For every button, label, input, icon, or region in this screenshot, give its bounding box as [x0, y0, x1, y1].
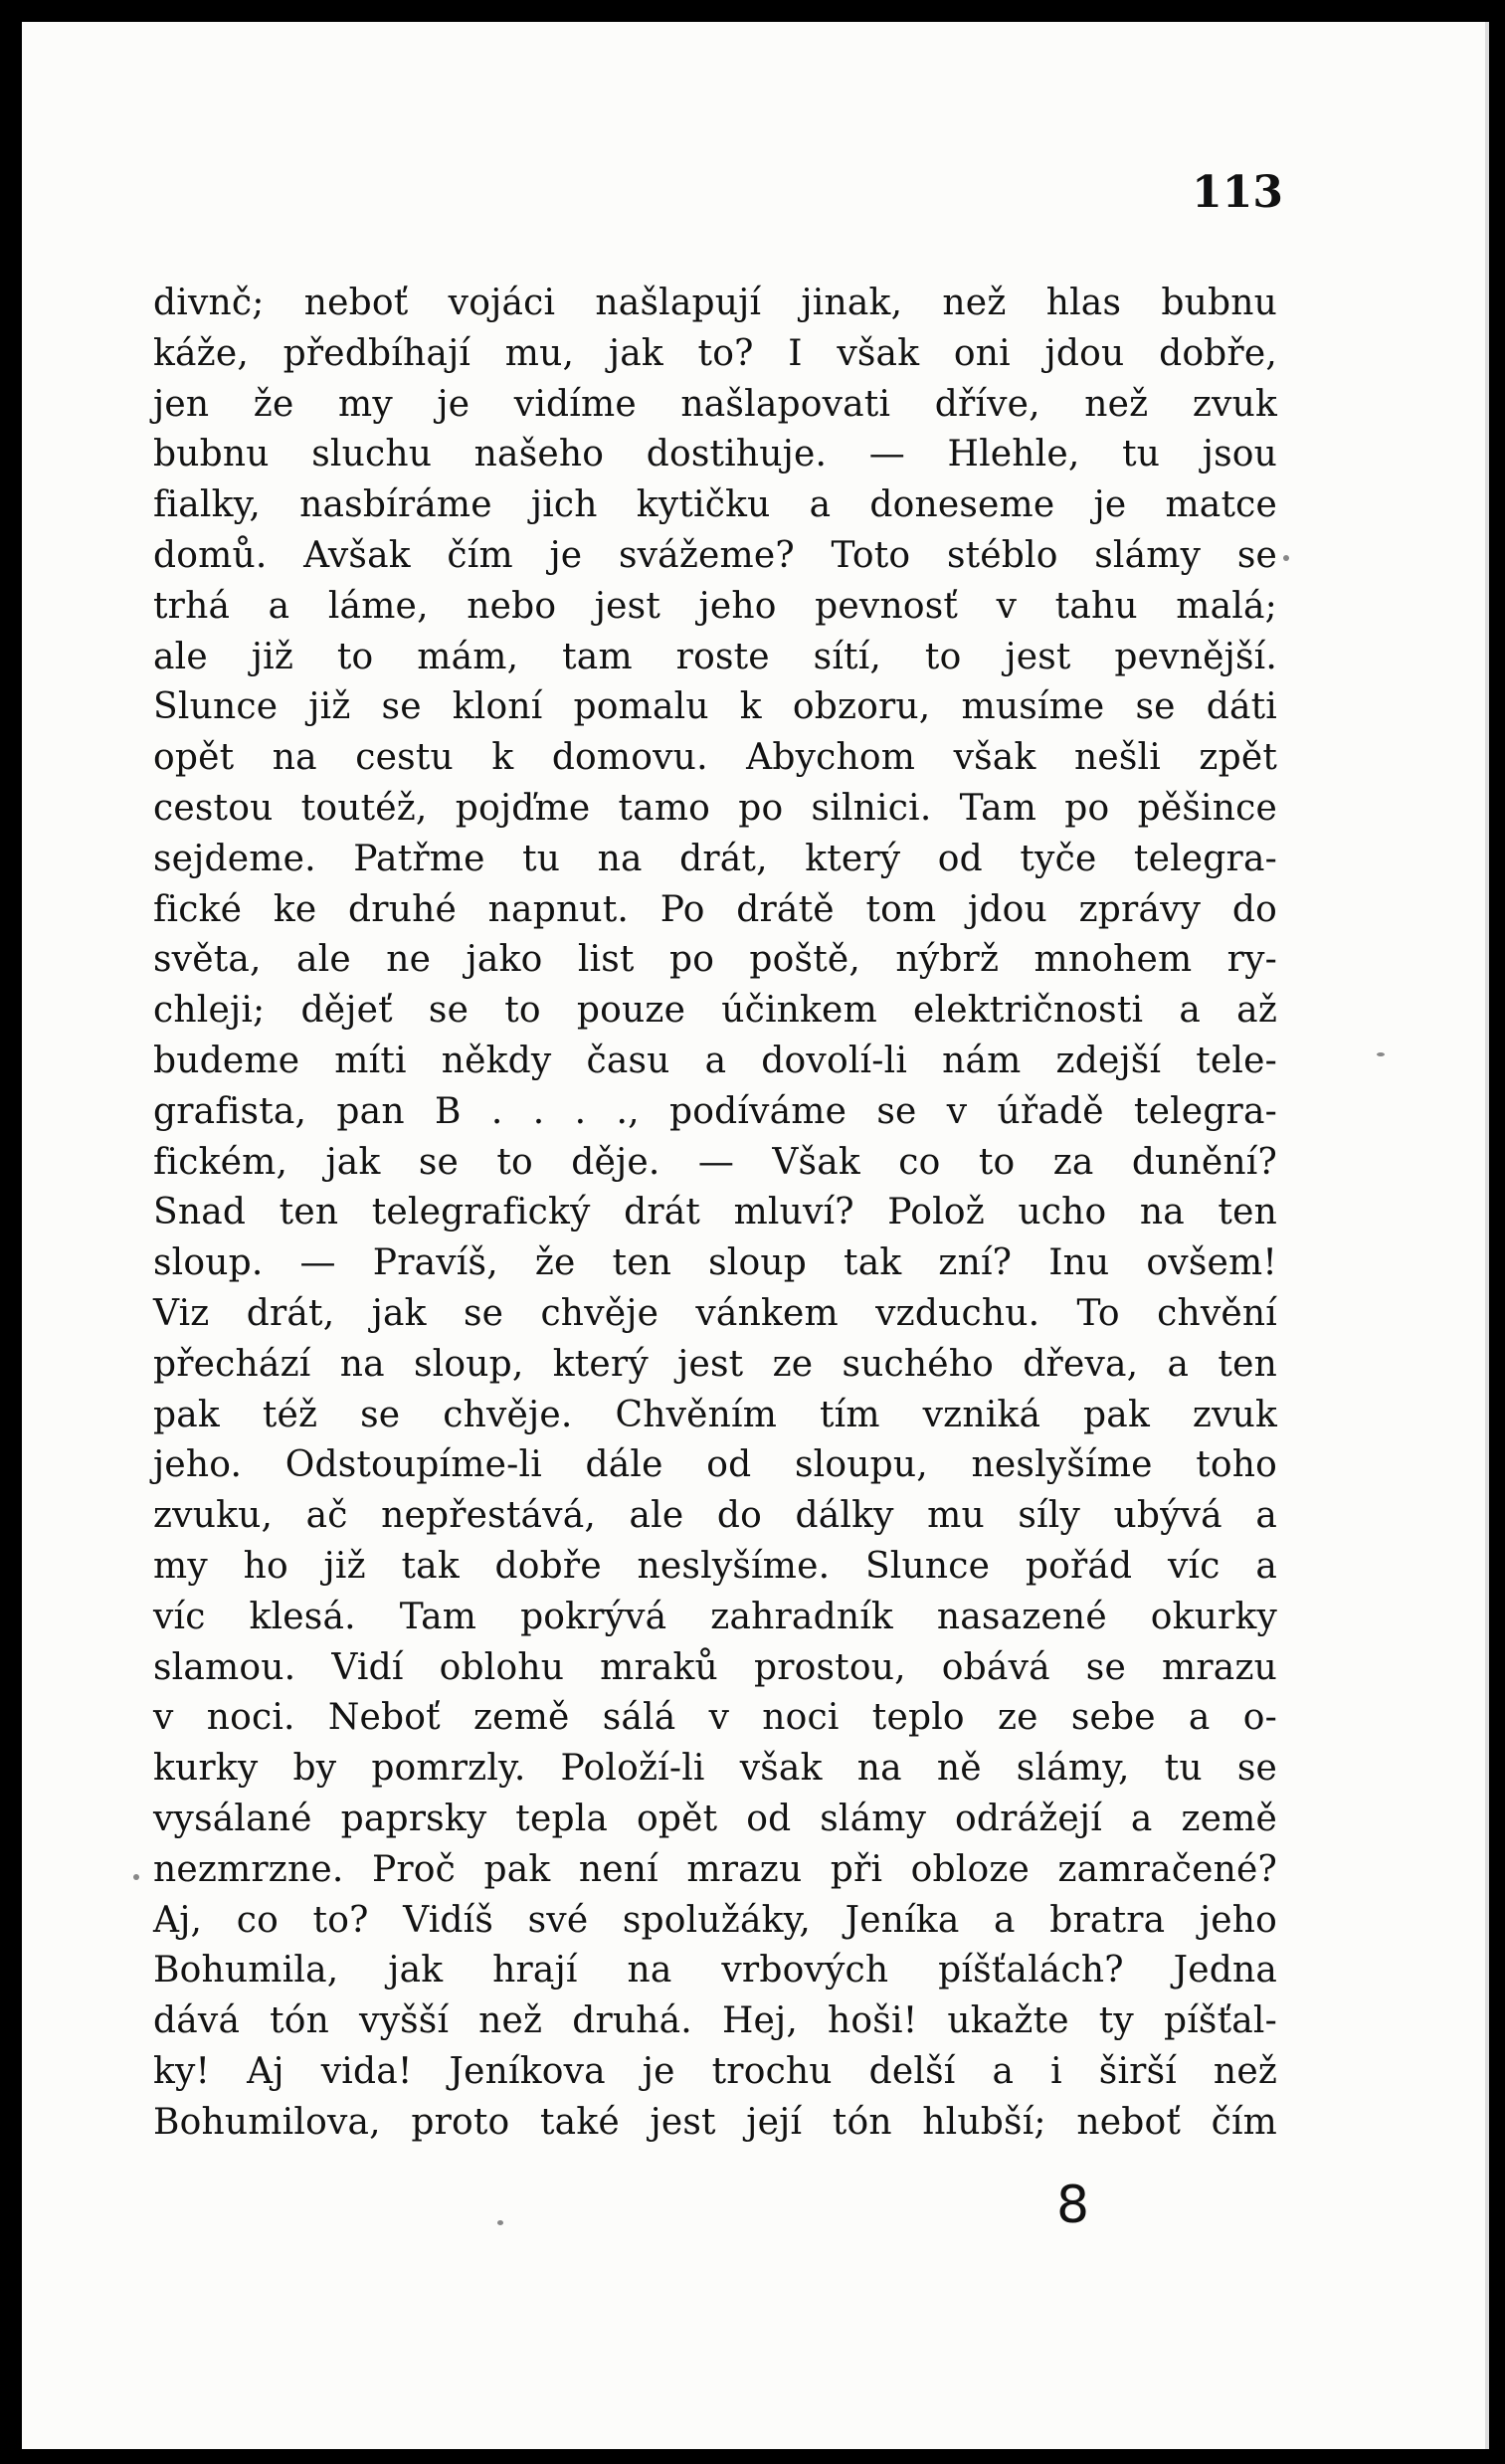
text-line: pak též se chvěje. Chvěním tím vzniká pak zvuk	[153, 1394, 1277, 1435]
book-page	[22, 22, 1489, 2449]
text-line: Aj, co to? Vidíš své spolužáky, Jeníka a bratra jeho	[153, 1899, 1277, 1941]
text-line: slamou. Vidí oblohu mraků prostou, obává se mrazu	[153, 1646, 1277, 1688]
text-line: přechází na sloup, který jest ze suchého dřeva, a ten	[153, 1343, 1277, 1385]
text-line: Bohumilova, proto také jest její tón hlubší; neboť čím	[153, 2101, 1277, 2143]
paper-speck	[1283, 555, 1289, 561]
text-line: domů. Avšak čím je svážeme? Toto stéblo slámy se	[153, 534, 1277, 576]
text-line: fialky, nasbíráme jich kytičku a doneseme je matce	[153, 484, 1277, 526]
text-line: víc klesá. Tam pokrývá zahradník nasazené okurky	[153, 1596, 1277, 1637]
paper-speck	[1377, 1052, 1385, 1056]
signature-mark: 8	[1056, 2176, 1090, 2235]
paper-speck	[133, 1874, 139, 1880]
text-line: fické ke druhé napnut. Po drátě tom jdou zprávy do	[153, 888, 1277, 930]
page-number: 113	[1192, 167, 1283, 218]
text-line: bubnu sluchu našeho dostihuje. — Hlehle, tu jsou	[153, 434, 1277, 475]
text-line: budeme míti někdy času a dovolí-li nám zdejší tele-	[153, 1040, 1277, 1081]
text-line: jeho. Odstoupíme-li dále od sloupu, neslyšíme toho	[153, 1444, 1277, 1486]
text-line: chleji; dějeť se to pouze účinkem električnosti a až	[153, 990, 1277, 1032]
text-line: sejdeme. Patřme tu na drát, který od tyče telegra-	[153, 838, 1277, 879]
body-text	[153, 279, 1277, 2148]
text-line: ky! Aj vida! Jeníkova je trochu delší a i širší než	[153, 2050, 1277, 2092]
text-line: v noci. Neboť země sálá v noci teplo ze sebe a o-	[153, 1697, 1277, 1739]
text-line: vysálané paprsky tepla opět od slámy odrážejí a země	[153, 1798, 1277, 1839]
text-line: Snad ten telegrafický drát mluví? Polož ucho na ten	[153, 1192, 1277, 1233]
text-line: trhá a láme, nebo jest jeho pevnosť v tahu malá;	[153, 585, 1277, 627]
text-line: kurky by pomrzly. Položí-li však na ně slámy, tu se	[153, 1748, 1277, 1790]
text-line: divnč; neboť vojáci našlapují jinak, než hlas bubnu	[153, 283, 1277, 323]
text-line: nezmrzne. Proč pak není mrazu při obloze zamračené?	[153, 1848, 1277, 1890]
text-line: fickém, jak se to děje. — Však co to za dunění?	[153, 1141, 1277, 1183]
text-line: Bohumila, jak hrají na vrbových píšťalách? Jedna	[153, 1950, 1277, 1991]
text-line: Slunce již se kloní pomalu k obzoru, musíme se dáti	[153, 686, 1277, 728]
text-line: Viz drát, jak se chvěje vánkem vzduchu. To chvění	[153, 1292, 1277, 1334]
text-line: grafista, pan B . . . ., podíváme se v úřadě telegra-	[153, 1090, 1277, 1132]
text-line: sloup. — Pravíš, že ten sloup tak zní? Inu ovšem!	[153, 1242, 1277, 1284]
text-line: ale již to mám, tam roste sítí, to jest pevnější.	[153, 636, 1277, 677]
text-line: světa, ale ne jako list po poště, nýbrž mnohem ry-	[153, 939, 1277, 981]
paper-speck	[497, 2220, 503, 2225]
text-line: my ho již tak dobře neslyšíme. Slunce pořád víc a	[153, 1545, 1277, 1587]
text-line: jen že my je vidíme našlapovati dříve, než zvuk	[153, 383, 1277, 425]
text-line: dává tón vyšší než druhá. Hej, hoši! ukažte ty píšťal-	[153, 2000, 1277, 2042]
text-line: opět na cestu k domovu. Abychom však nešli zpět	[153, 737, 1277, 779]
text-line: zvuku, ač nepřestává, ale do dálky mu síly ubývá a	[153, 1495, 1277, 1537]
text-line: káže, předbíhají mu, jak to? I však oni jdou dobře,	[153, 332, 1277, 374]
text-line: cestou toutéž, pojďme tamo po silnici. Tam po pěšince	[153, 787, 1277, 829]
